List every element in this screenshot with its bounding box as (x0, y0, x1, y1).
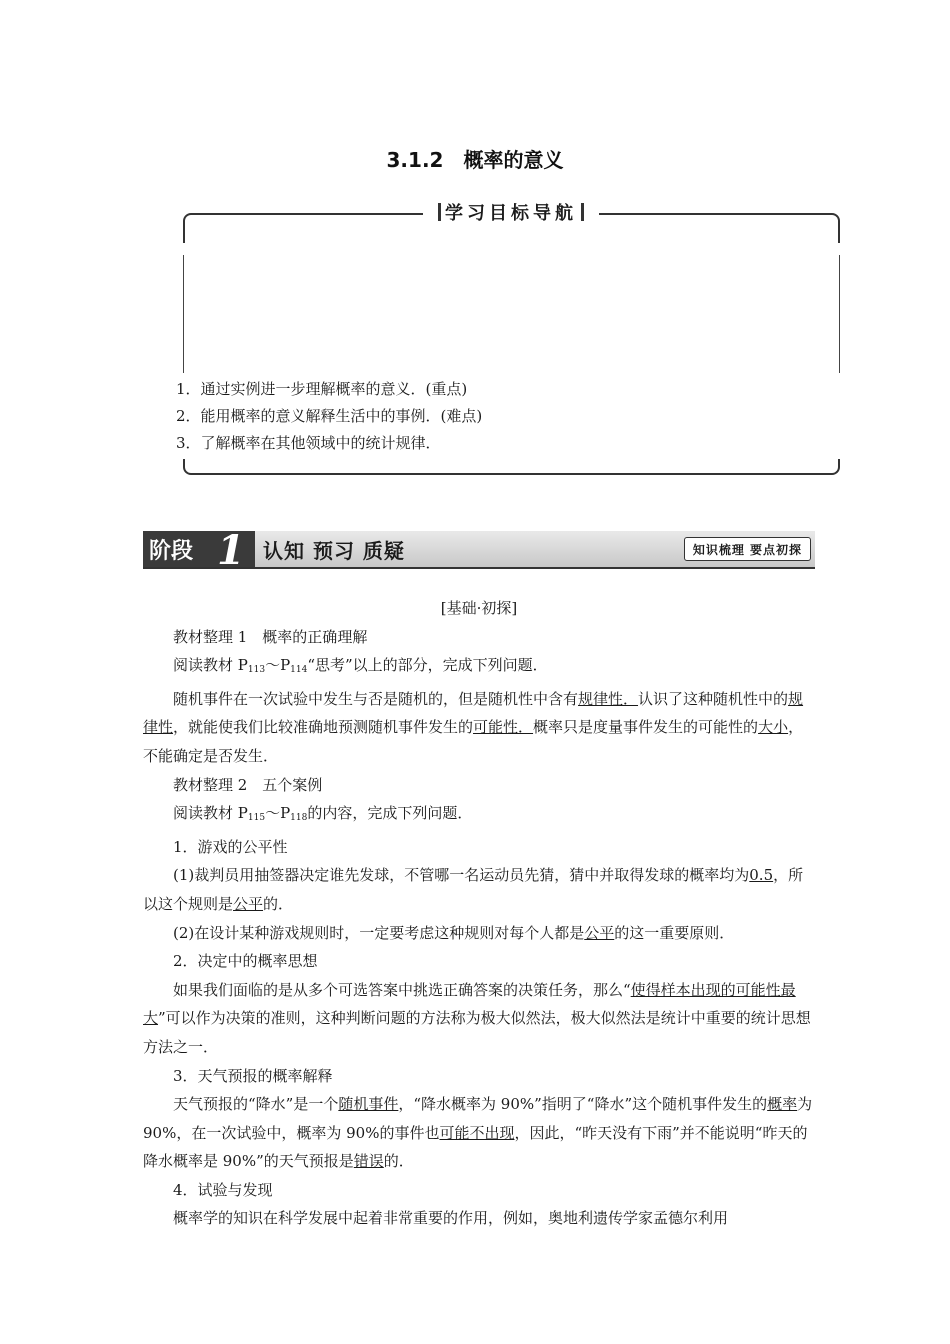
stage-label: 阶段 (149, 538, 194, 564)
case1-title: 1．游戏的公平性 (173, 837, 288, 856)
case4-title: 4．试验与发现 (173, 1180, 273, 1199)
blank-answer: 规律性 (143, 689, 804, 737)
goal-list (176, 376, 482, 457)
goal-box-right-line (839, 255, 840, 373)
stage-tag: 知识梳理 要点初探 (684, 537, 811, 561)
blank-answer: 可能不出现 (439, 1123, 515, 1142)
section-label: [基础·初探] (440, 599, 518, 617)
goal-header (423, 199, 599, 225)
blank-answer: 概率 (767, 1095, 798, 1114)
blank-answer: 使得样本出现的可能性最大 (143, 980, 796, 1028)
stage-number: 1 (217, 527, 245, 574)
main-content (143, 594, 815, 1233)
goal-box-bottom-border (183, 459, 840, 475)
case1-para2: (2)在设计某种游戏规则时，一定要考虑这种规则对每个人都是公平的这一重要原则． (173, 923, 735, 942)
blank-answer: 0.5 (749, 866, 774, 885)
goal-item-3: 3．了解概率在其他领域中的统计规律． (176, 434, 441, 452)
goal-item-1: 1．通过实例进一步理解概率的意义．(重点) (176, 380, 468, 398)
blank-answer: 大小 (758, 718, 789, 737)
blank-answer: 随机事件 (338, 1095, 399, 1114)
case3-para: 天气预报的“降水”是一个随机事件，“降水概率为 90%”指明了“降水”这个随机事件发生的概率为 90%，在一次试验中，概率为 90%的事件也可能不出现，因此，“昨天没有下雨”并不能说明“昨天的降水概率是 90%”的天气预报是错误的． (143, 1095, 813, 1171)
case2-para: 如果我们面临的是从多个可选答案中挑选正确答案的决策任务，那么“使得样本出现的可能性最大”可以作为决策的准则，这种判断问题的方法称为极大似然法，极大似然法是统计中重要的统计思想方法之一． (143, 980, 811, 1056)
page-title: 3.1.2 概率的意义 (386, 148, 564, 172)
header-bar-left (438, 203, 441, 221)
goal-item-2: 2．能用概率的意义解释生活中的事例．(难点) (176, 407, 483, 425)
stage-title: 认知 预习 质疑 (263, 538, 405, 563)
goal-box-left-line (183, 255, 184, 373)
blank-answer: 规律性． (578, 689, 639, 708)
case3-title: 3．天气预报的概率解释 (173, 1066, 333, 1085)
goal-header-text: 学习目标导航 (445, 203, 577, 224)
case1-para1: (1)裁判员用抽签器决定谁先发球，不管哪一名运动员先猜，猜中并取得发球的概率均为0.5，所以这个规则是公平的． (143, 866, 804, 913)
header-bar-right (581, 203, 584, 221)
part2-heading: 教材整理 2 五个案例 (173, 775, 323, 794)
part2-reading: 阅读教材 $P_{115}\sim P_{118}$的内容，完成下列问题． (173, 804, 473, 824)
case4-para: 概率学的知识在科学发展中起着非常重要的作用，例如，奥地利遗传学家孟德尔利用 (173, 1209, 729, 1228)
blank-answer: 公平 (584, 923, 615, 942)
part1-heading: 教材整理 1 概率的正确理解 (173, 627, 368, 646)
blank-answer: 公平 (233, 894, 264, 913)
blank-answer: 可能性． (473, 718, 534, 737)
part1-paragraph: 随机事件在一次试验中发生与否是随机的，但是随机性中含有规律性．认识了这种随机性中的规律性，就能使我们比较准确地预测随机事件发生的可能性．概率只是度量事件发生的可能性的大小，不能确定是否发生． (143, 689, 804, 765)
part1-reading: 阅读教材 $P_{113}\sim P_{114}“$思考”以上的部分，完成下列问题． (173, 656, 548, 676)
blank-answer: 错误 (353, 1152, 384, 1171)
stage-banner (143, 527, 815, 574)
case2-title: 2．决定中的概率思想 (173, 952, 318, 971)
